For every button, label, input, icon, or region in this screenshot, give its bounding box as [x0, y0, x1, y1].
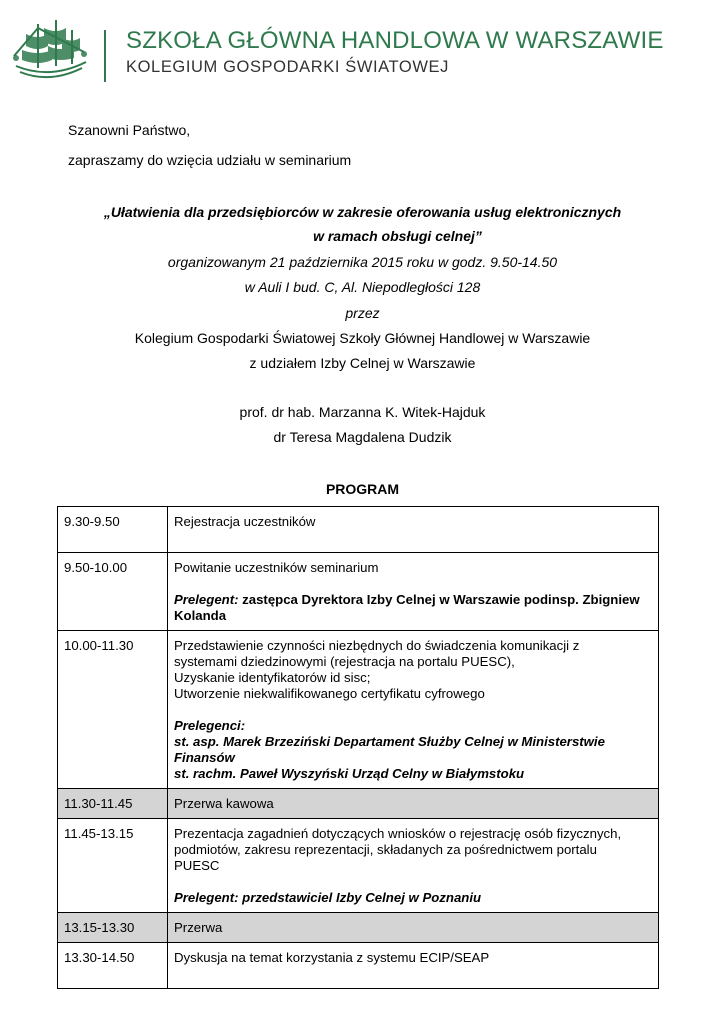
- speaker-label: Prelegent:: [174, 592, 239, 607]
- program-row: [58, 789, 659, 819]
- row-content: [168, 789, 659, 819]
- row-time: 13.30-14.50: [58, 943, 168, 989]
- letterhead: [0, 0, 725, 100]
- college-name: KOLEGIUM GOSPODARKI ŚWIATOWEJ: [126, 58, 449, 76]
- program-heading: PROGRAM: [325, 481, 400, 497]
- speaker-text: Prelegent: przedstawiciel Izby Celnej w Poznaniu: [174, 890, 482, 905]
- organizer: Kolegium Gospodarki Światowej Szkoły Głównej Handlowej w Warszawie: [134, 330, 591, 346]
- program-row: [58, 819, 659, 913]
- program-row: [58, 943, 659, 989]
- program-table: [57, 506, 659, 989]
- speaker-text: zastępca Dyrektora Izby Celnej w Warszawie podinsp. Zbigniew: [242, 592, 640, 607]
- greeting: Szanowni Państwo,: [68, 122, 191, 138]
- row-content: [168, 943, 659, 989]
- row-text: Dyskusja na temat korzystania z systemu ECIP/SEAP: [174, 950, 490, 965]
- row-text: Utworzenie niekwalifikowanego certyfikatu cyfrowego: [174, 686, 485, 701]
- row-time: 11.45-13.15: [58, 819, 168, 913]
- row-text: PUESC: [174, 858, 220, 873]
- row-text: Przerwa kawowa: [174, 796, 274, 811]
- row-time: 9.30-9.50: [58, 507, 168, 553]
- speaker-text: Kolanda: [174, 608, 227, 623]
- row-content: [168, 631, 659, 789]
- by-text: przez: [345, 305, 380, 321]
- program-row: [58, 553, 659, 631]
- partner: z udziałem Izby Celnej w Warszawie: [249, 355, 476, 371]
- invitation-text: zapraszamy do wzięcia udziału w seminarium: [68, 152, 352, 168]
- row-time: 10.00-11.30: [58, 631, 168, 789]
- row-content: [168, 913, 659, 943]
- speaker-text: Prelegenci:: [174, 718, 246, 733]
- row-content: [168, 553, 659, 631]
- seminar-title-line-1: „Ułatwienia dla przedsiębiorców w zakresie oferowania usług elektronicznych: [103, 204, 622, 220]
- speaker-text: st. rachm. Paweł Wyszyński Urząd Celny w Białymstoku: [174, 766, 525, 781]
- host-2: dr Teresa Magdalena Dudzik: [273, 429, 452, 445]
- speaker-text: st. asp. Marek Brzeziński Departament Służby Celnej w Ministerstwie: [174, 734, 605, 749]
- host-1: prof. dr hab. Marzanna K. Witek-Hajduk: [239, 404, 486, 420]
- row-text: Powitanie uczestników seminarium: [174, 560, 379, 575]
- seminar-place: w Auli I bud. C, Al. Niepodległości 128: [244, 279, 481, 295]
- row-content: [168, 507, 659, 553]
- row-text: podmiotów, zakresu reprezentacji, składanych za pośrednictwem portalu: [174, 842, 597, 857]
- ship-logo-icon: [8, 16, 92, 88]
- row-text: Przedstawienie czynności niezbędnych do świadczenia komunikacji z: [174, 638, 580, 653]
- seminar-date: organizowanym 21 października 2015 roku w godz. 9.50-14.50: [167, 254, 558, 270]
- program-row: [58, 631, 659, 789]
- speaker-text: Finansów: [174, 750, 235, 765]
- program-row: [58, 507, 659, 553]
- row-time: 13.15-13.30: [58, 913, 168, 943]
- university-name: SZKOŁA GŁÓWNA HANDLOWA W WARSZAWIE: [126, 27, 664, 54]
- row-time: 11.30-11.45: [58, 789, 168, 819]
- row-content: [168, 819, 659, 913]
- row-text: Rejestracja uczestników: [174, 514, 316, 529]
- seminar-title-line-2: w ramach obsługi celnej”: [313, 228, 482, 244]
- row-time: 9.50-10.00: [58, 553, 168, 631]
- row-text: Przerwa: [174, 920, 223, 935]
- header-divider: [104, 30, 106, 82]
- row-text: Uzyskanie identyfikatorów id sisc;: [174, 670, 371, 685]
- row-text: systemami dziedzinowymi (rejestracja na portalu PUESC),: [174, 654, 515, 669]
- row-text: Prezentacja zagadnień dotyczących wniosków o rejestrację osób fizycznych,: [174, 826, 622, 841]
- program-row: [58, 913, 659, 943]
